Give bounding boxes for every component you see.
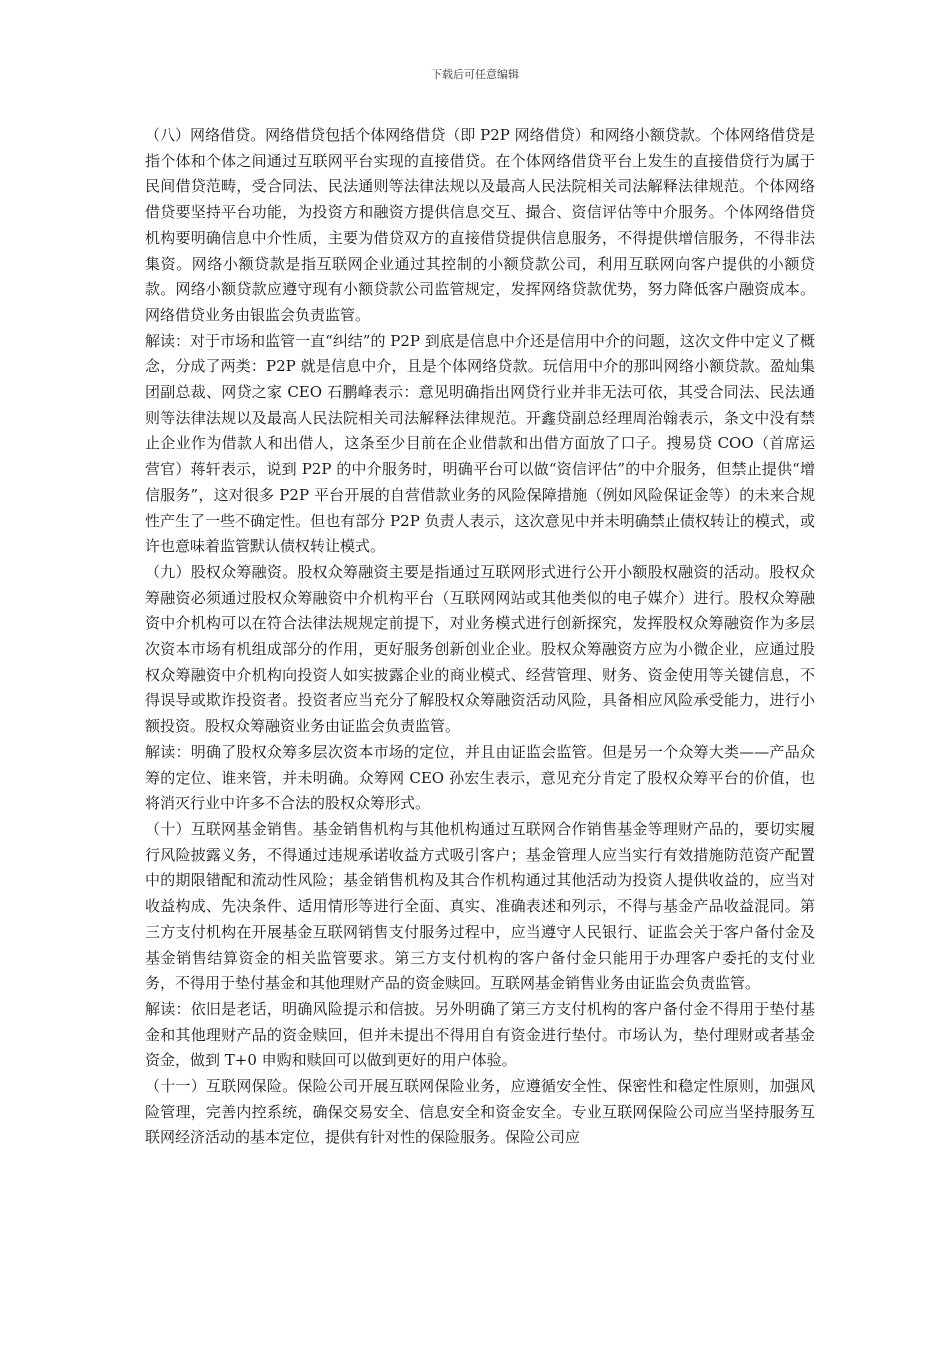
page-header: 下载后可任意编辑	[431, 68, 519, 81]
paragraph-crowdfunding-interpretation: 解读：明确了股权众筹多层次资本市场的定位，并且由证监会监管。但是另一个众筹大类——产品众筹的定位、谁来管，并未明确。众筹网 CEO 孙宏生表示，意见充分肯定了股权众筹平台的价值，也将消灭行业中许多不合法的股权众筹形式。	[145, 742, 815, 813]
paragraph-p2p-lending: （八）网络借贷。网络借贷包括个体网络借贷（即 P2P 网络借贷）和网络小额贷款。个体网络借贷是指个体和个体之间通过互联网平台实现的直接借贷。在个体网络借贷平台上发生的直接借贷行为属于民间借贷范畴，受合同法、民法通则等法律法规以及最高人民法院相关司法解释法律规范。个体网络借贷要坚持平台功能，为投资方和融资方提供信息交互、撮合、资信评估等中介服务。个体网络借贷机构要明确信息中介性质，主要为借贷双方的直接借贷提供信息服务，不得提供增信服务，不得非法集资。网络小额贷款是指互联网企业通过其控制的小额贷款公司，利用互联网向客户提供的小额贷款。网络小额贷款应遵守现有小额贷款公司监管规定，发挥网络贷款优势，努力降低客户融资成本。网络借贷业务由银监会负责监管。	[145, 126, 815, 324]
paragraph-p2p-interpretation: 解读：对于市场和监管一直“纠结”的 P2P 到底是信息中介还是信用中介的问题，这次文件中定义了概念，分成了两类：P2P 就是信息中介，且是个体网络贷款。玩信用中介的那叫网络小额贷款。盈灿集团副总裁、网贷之家 CEO 石鹏峰表示：意见明确指出网贷行业并非无法可依，其受合同法、民法通则等法律法规以及最高人民法院相关司法解释法律规范。开鑫贷副总经理周治翰表示，条文中没有禁止企业作为借款人和出借人，这条至少目前在企业借款和出借方面放了口子。搜易贷 COO（首席运营官）蒋轩表示，说到 P2P 的中介服务时，明确平台可以做“资信评估”的中介服务，但禁止提供“增信服务”，这对很多 P2P 平台开展的自营借款业务的风险保障措施（例如风险保证金等）的未来合规性产生了一些不确定性。但也有部分 P2P 负责人表示，这次意见中并未明确禁止债权转让的模式，或许也意味着监管默认债权转让模式。	[145, 331, 815, 556]
paragraph-equity-crowdfunding: （九）股权众筹融资。股权众筹融资主要是指通过互联网形式进行公开小额股权融资的活动。股权众筹融资必须通过股权众筹融资中介机构平台（互联网网站或其他类似的电子媒介）进行。股权众筹融资中介机构可以在符合法律法规规定前提下，对业务模式进行创新探究，发挥股权众筹融资作为多层次资本市场有机组成部分的作用，更好服务创新创业企业。股权众筹融资方应为小微企业，应通过股权众筹融资中介机构向投资人如实披露企业的商业模式、经营管理、财务、资金使用等关键信息，不得误导或欺诈投资者。投资者应当充分了解股权众筹融资活动风险，具备相应风险承受能力，进行小额投资。股权众筹融资业务由证监会负责监管。	[145, 562, 815, 736]
document-body	[145, 123, 815, 1151]
paragraph-internet-insurance: （十一）互联网保险。保险公司开展互联网保险业务，应遵循安全性、保密性和稳定性原则，加强风险管理，完善内控系统，确保交易安全、信息安全和资金安全。专业互联网保险公司应当坚持服务互联网经济活动的基本定位，提供有针对性的保险服务。保险公司应	[145, 1077, 815, 1147]
paragraph-fund-interpretation: 解读：依旧是老话，明确风险提示和信披。另外明确了第三方支付机构的客户备付金不得用于垫付基金和其他理财产品的资金赎回，但并未提出不得用自有资金进行垫付。市场认为，垫付理财或者基金资金，做到 T+0 申购和赎回可以做到更好的用户体验。	[145, 999, 815, 1070]
paragraph-fund-sales: （十）互联网基金销售。基金销售机构与其他机构通过互联网合作销售基金等理财产品的，要切实履行风险披露义务，不得通过违规承诺收益方式吸引客户；基金管理人应当实行有效措施防范资产配置中的期限错配和流动性风险；基金销售机构及其合作机构通过其他活动为投资人提供收益的，应当对收益构成、先决条件、适用情形等进行全面、真实、准确表述和列示，不得与基金产品收益混同。第三方支付机构在开展基金互联网销售支付服务过程中，应当遵守人民银行、证监会关于客户备付金及基金销售结算资金的相关监管要求。第三方支付机构的客户备付金只能用于办理客户委托的支付业务，不得用于垫付基金和其他理财产品的资金赎回。互联网基金销售业务由证监会负责监管。	[145, 819, 815, 993]
